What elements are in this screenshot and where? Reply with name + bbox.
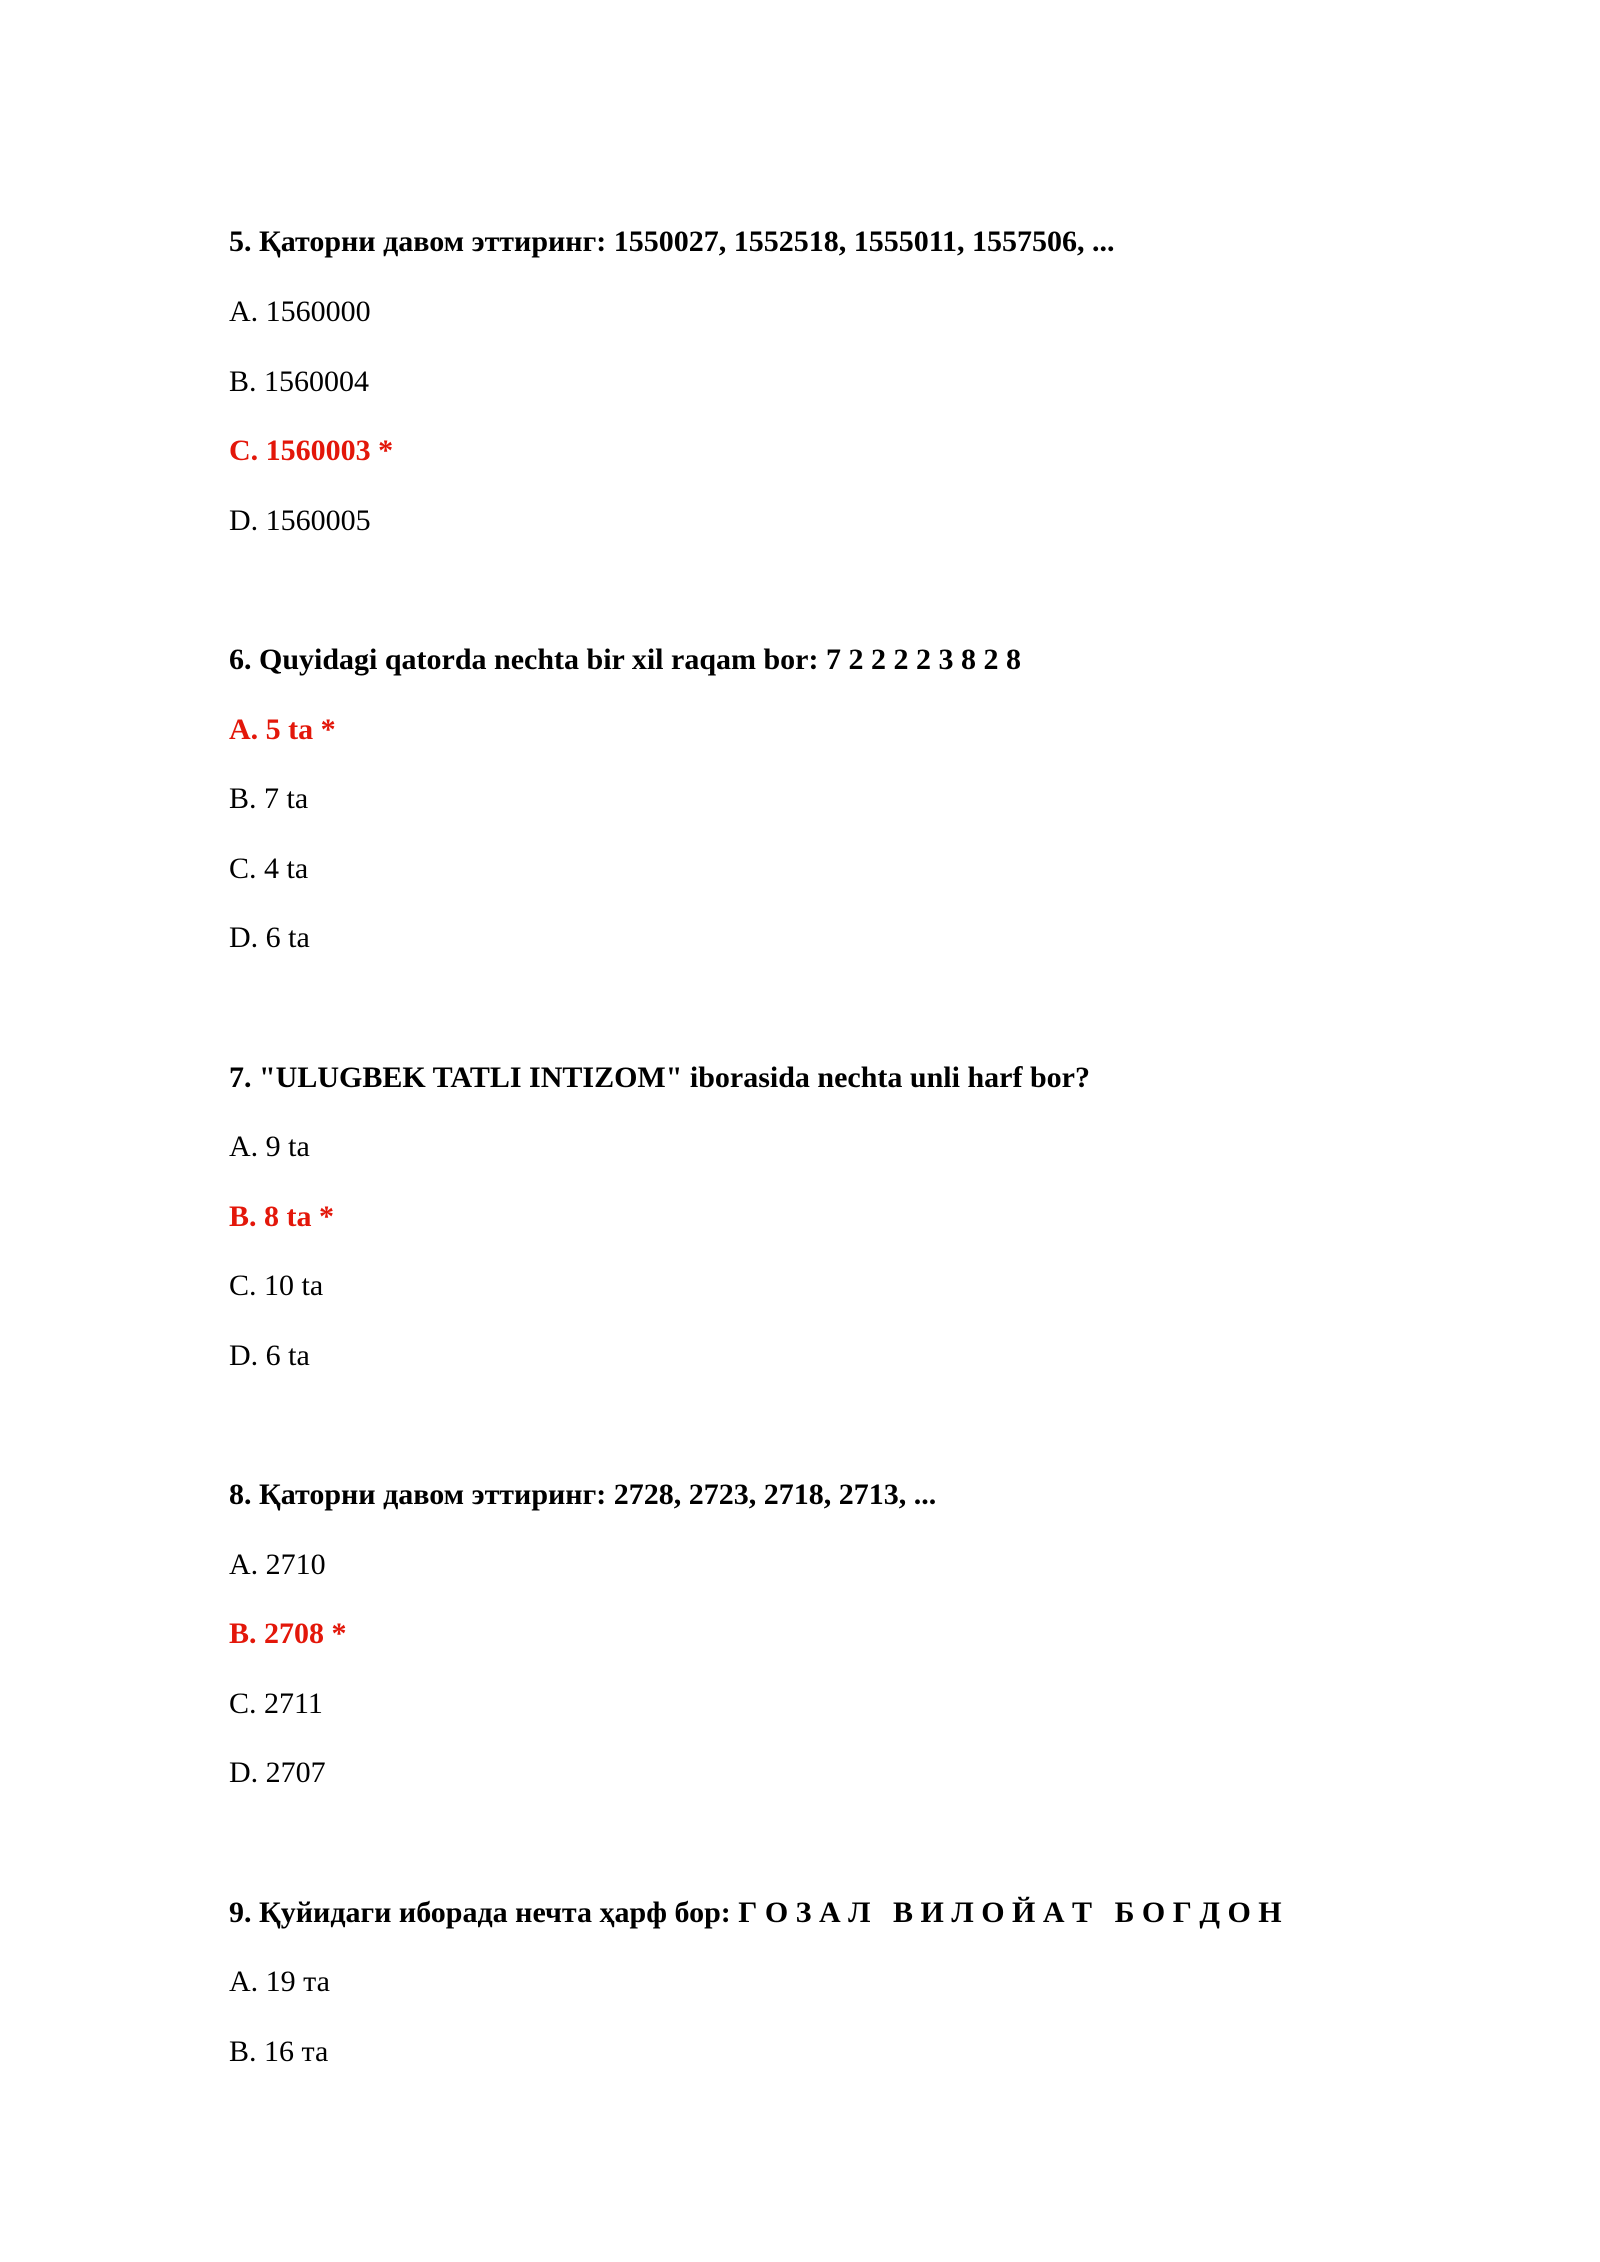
question-6-option-a-correct: A. 5 ta * bbox=[229, 713, 336, 746]
question-5-text: 5. Қаторни давом эттиринг: 1550027, 1552518, 1555011, 1557506, ... bbox=[229, 225, 1115, 258]
question-7-option-a: A. 9 ta bbox=[229, 1130, 310, 1163]
question-6-option-d: D. 6 ta bbox=[229, 921, 310, 954]
question-5-option-c-correct: C. 1560003 * bbox=[229, 434, 394, 467]
question-5-option-d: D. 1560005 bbox=[229, 504, 371, 537]
question-9-option-b: B. 16 та bbox=[229, 2035, 329, 2068]
question-5-option-a: A. 1560000 bbox=[229, 295, 371, 328]
question-6-text: 6. Quyidagi qatorda nechta bir xil raqam bor: 7 2 2 2 2 3 8 2 8 bbox=[229, 643, 1021, 676]
question-9-text: 9. Қуйидаги иборада нечта ҳарф бор: Г О З А Л В И Л О Й А Т Б О Г Д О Н bbox=[229, 1896, 1282, 1929]
question-6-option-c: C. 4 ta bbox=[229, 852, 309, 885]
question-8-option-b-correct: B. 2708 * bbox=[229, 1617, 347, 1650]
question-5-option-b: B. 1560004 bbox=[229, 365, 370, 398]
question-8-option-d: D. 2707 bbox=[229, 1756, 326, 1789]
question-7-text: 7. "ULUGBEK TATLI INTIZOM" iborasida nechta unli harf bor? bbox=[229, 1061, 1090, 1094]
question-9-option-a: A. 19 та bbox=[229, 1965, 330, 1998]
question-8-option-c: C. 2711 bbox=[229, 1687, 323, 1720]
question-6-option-b: B. 7 ta bbox=[229, 782, 309, 815]
question-7-option-b-correct: B. 8 ta * bbox=[229, 1200, 334, 1233]
question-8-option-a: A. 2710 bbox=[229, 1548, 326, 1581]
question-8-text: 8. Қаторни давом эттиринг: 2728, 2723, 2718, 2713, ... bbox=[229, 1478, 937, 1511]
question-7-option-d: D. 6 ta bbox=[229, 1339, 310, 1372]
question-7-option-c: C. 10 ta bbox=[229, 1269, 324, 1302]
